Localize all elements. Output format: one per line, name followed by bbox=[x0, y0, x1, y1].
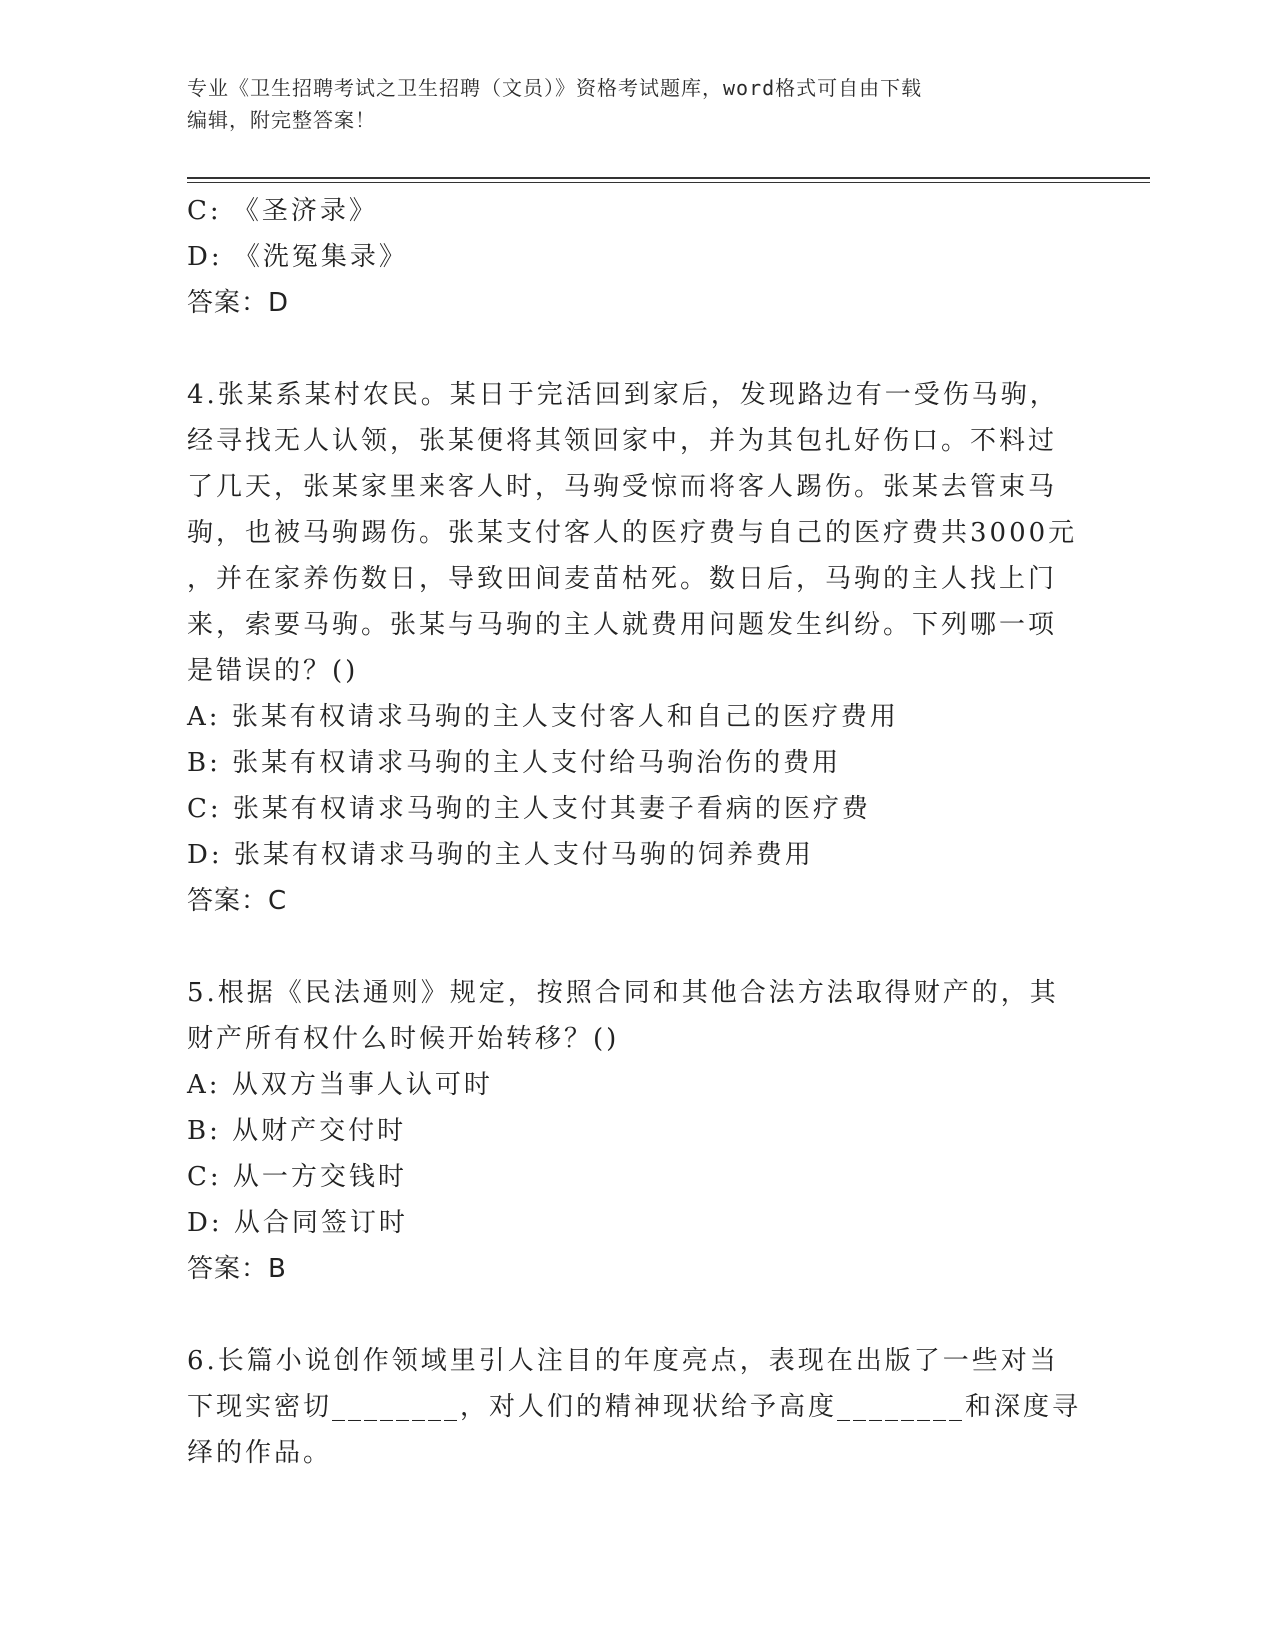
question-text-line: 经寻找无人认领，张某便将其领回家中，并为其包扎好伤口。不料过 bbox=[187, 426, 1058, 456]
option-text: 从一方交钱时 bbox=[232, 1162, 407, 1192]
answer-line: 答案：C bbox=[187, 886, 288, 916]
option-label: B: bbox=[187, 1116, 221, 1146]
option-text: 张某有权请求马驹的主人支付其妻子看病的医疗费 bbox=[232, 794, 871, 824]
question-content bbox=[187, 188, 1087, 1476]
option-label: A: bbox=[187, 1070, 221, 1100]
question-text-line: 来，索要马驹。张某与马驹的主人就费用问题发生纠纷。下列哪一项 bbox=[187, 610, 1058, 640]
question-text-line: 6.长篇小说创作领域里引人注目的年度亮点，表现在出版了一些对当 bbox=[187, 1346, 1059, 1376]
question-text-line: ，并在家养伤数日，导致田间麦苗枯死。数日后，马驹的主人找上门 bbox=[187, 564, 1058, 594]
option-label: C: bbox=[187, 794, 222, 824]
option-label: D: bbox=[187, 1208, 223, 1238]
option-c bbox=[187, 188, 1087, 234]
option-label: D: bbox=[187, 840, 223, 870]
question-text-line: 财产所有权什么时候开始转移？() bbox=[187, 1024, 620, 1054]
option-label: D: bbox=[187, 242, 223, 272]
question-text-line: 驹，也被马驹踢伤。张某支付客人的医疗费与自己的医疗费共3000元 bbox=[187, 518, 1078, 548]
option-text: 张某有权请求马驹的主人支付马驹的饲养费用 bbox=[233, 840, 814, 870]
option-label: C: bbox=[187, 1162, 222, 1192]
header-line-1: 专业《卫生招聘考试之卫生招聘（文员）》资格考试题库，word格式可自由下载 bbox=[187, 76, 923, 100]
option-d bbox=[187, 832, 1087, 878]
option-text: 从双方当事人认可时 bbox=[231, 1070, 493, 1100]
option-text: 《洗冤集录》 bbox=[233, 242, 408, 272]
answer-line: 答案：B bbox=[187, 1254, 287, 1284]
question-text-line: 5.根据《民法通则》规定，按照合同和其他合法方法取得财产的，其 bbox=[187, 978, 1059, 1008]
question-6 bbox=[187, 1338, 1087, 1476]
question-5 bbox=[187, 970, 1087, 1292]
document-header bbox=[187, 72, 1087, 136]
option-label: A: bbox=[187, 702, 221, 732]
header-line-2: 编辑，附完整答案！ bbox=[187, 108, 376, 132]
option-a bbox=[187, 694, 1087, 740]
option-c bbox=[187, 786, 1087, 832]
question-text-line: 是错误的？() bbox=[187, 656, 359, 686]
option-label: C: bbox=[187, 196, 222, 226]
question-text-line: 下现实密切________，对人们的精神现状给予高度________和深度寻 bbox=[187, 1392, 1082, 1422]
option-b bbox=[187, 1108, 1087, 1154]
option-c bbox=[187, 1154, 1087, 1200]
option-b bbox=[187, 740, 1087, 786]
header-divider-thick bbox=[187, 177, 1150, 179]
option-text: 《圣济录》 bbox=[232, 196, 378, 226]
option-a bbox=[187, 1062, 1087, 1108]
question-3-tail bbox=[187, 188, 1087, 326]
option-label: B: bbox=[187, 748, 221, 778]
option-text: 从合同签订时 bbox=[233, 1208, 408, 1238]
option-text: 张某有权请求马驹的主人支付客人和自己的医疗费用 bbox=[231, 702, 899, 732]
question-text-line: 绎的作品。 bbox=[187, 1438, 333, 1468]
question-4 bbox=[187, 372, 1087, 924]
option-text: 从财产交付时 bbox=[232, 1116, 407, 1146]
option-text: 张某有权请求马驹的主人支付给马驹治伤的费用 bbox=[232, 748, 842, 778]
question-text-line: 了几天，张某家里来客人时，马驹受惊而将客人踢伤。张某去管束马 bbox=[187, 472, 1058, 502]
header-divider-thin bbox=[187, 182, 1150, 183]
option-d bbox=[187, 234, 1087, 280]
question-text-line: 4.张某系某村农民。某日于完活回到家后，发现路边有一受伤马驹， bbox=[187, 380, 1059, 410]
answer-line: 答案：D bbox=[187, 288, 290, 318]
option-d bbox=[187, 1200, 1087, 1246]
